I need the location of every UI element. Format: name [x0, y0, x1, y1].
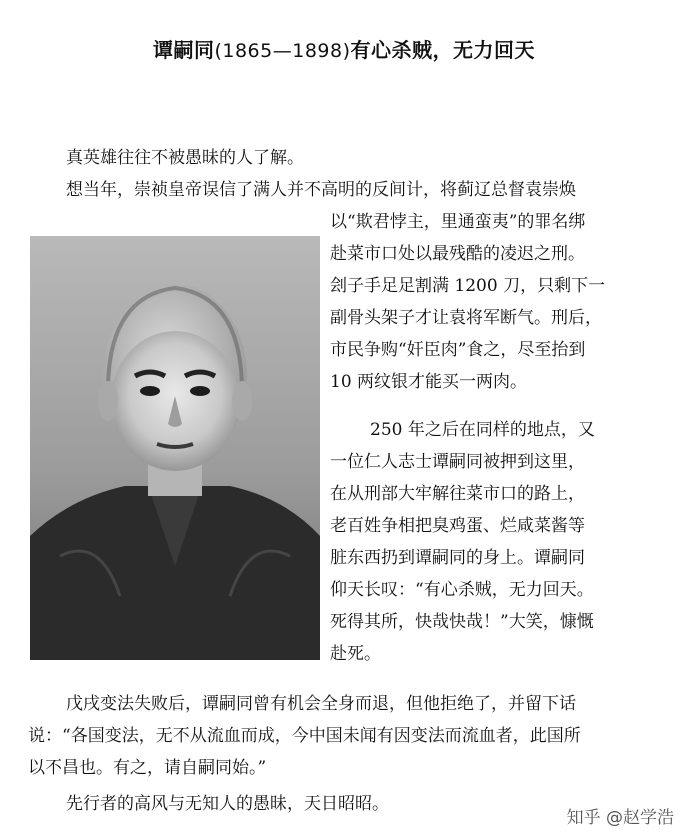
paragraph-line: 副骨头架子才让袁将军断气。刑后，	[330, 308, 602, 328]
zhihu-watermark: 知乎 @赵学浩	[566, 808, 674, 828]
paragraph-line: 赴菜市口处以最残酷的凌迟之刑。	[330, 244, 585, 264]
title-name: 谭嗣同	[152, 38, 215, 62]
paragraph-line: 在从刑部大牢解往菜市口的路上，	[330, 484, 585, 504]
title-subtitle: 有心杀贼，无力回天	[350, 38, 536, 62]
paragraph-line: 以不昌也。有之，请自嗣同始。”	[28, 758, 267, 778]
paragraph-line: 仰天长叹：“有心杀贼，无力回天。	[330, 580, 594, 600]
paragraph-line: 戊戌变法失败后，谭嗣同曾有机会全身而退，但他拒绝了，并留下话	[66, 694, 576, 714]
paragraph-line: 先行者的高风与无知人的愚昧，天日昭昭。	[66, 794, 389, 814]
paragraph-line: 脏东西扔到谭嗣同的身上。谭嗣同	[330, 548, 585, 568]
paragraph-line: 说：“各国变法，无不从流血而成，今中国未闻有因变法而流血者，此国所	[28, 726, 581, 746]
paragraph-line: 以“欺君悖主，里通蛮夷”的罪名绑	[330, 212, 586, 232]
paragraph-line: 死得其所，快哉快哉！”大笑，慷慨	[330, 612, 594, 632]
paragraph-line: 想当年，崇祯皇帝误信了满人并不高明的反间计，将蓟辽总督袁崇焕	[66, 180, 576, 200]
portrait-illustration	[30, 236, 320, 660]
paragraph-line: 一位仁人志士谭嗣同被押到这里，	[330, 452, 585, 472]
paragraph-line: 真英雄往往不被愚昧的人了解。	[66, 148, 304, 168]
paragraph-line: 老百姓争相把臭鸡蛋、烂咸菜酱等	[330, 516, 585, 536]
paragraph-line: 250 年之后在同样的地点，又	[370, 420, 595, 440]
paragraph-line: 10 两纹银才能买一两肉。	[330, 372, 528, 392]
paragraph-line: 刽子手足足割满 1200 刀，只剩下一	[330, 276, 606, 296]
paragraph-line: 赴死。	[330, 644, 381, 664]
portrait-photo	[30, 236, 320, 660]
title-years: (1865—1898)	[214, 40, 351, 62]
paragraph-line: 市民争购“奸臣肉”食之，尽至抬到	[330, 340, 586, 360]
page-title	[0, 34, 688, 63]
